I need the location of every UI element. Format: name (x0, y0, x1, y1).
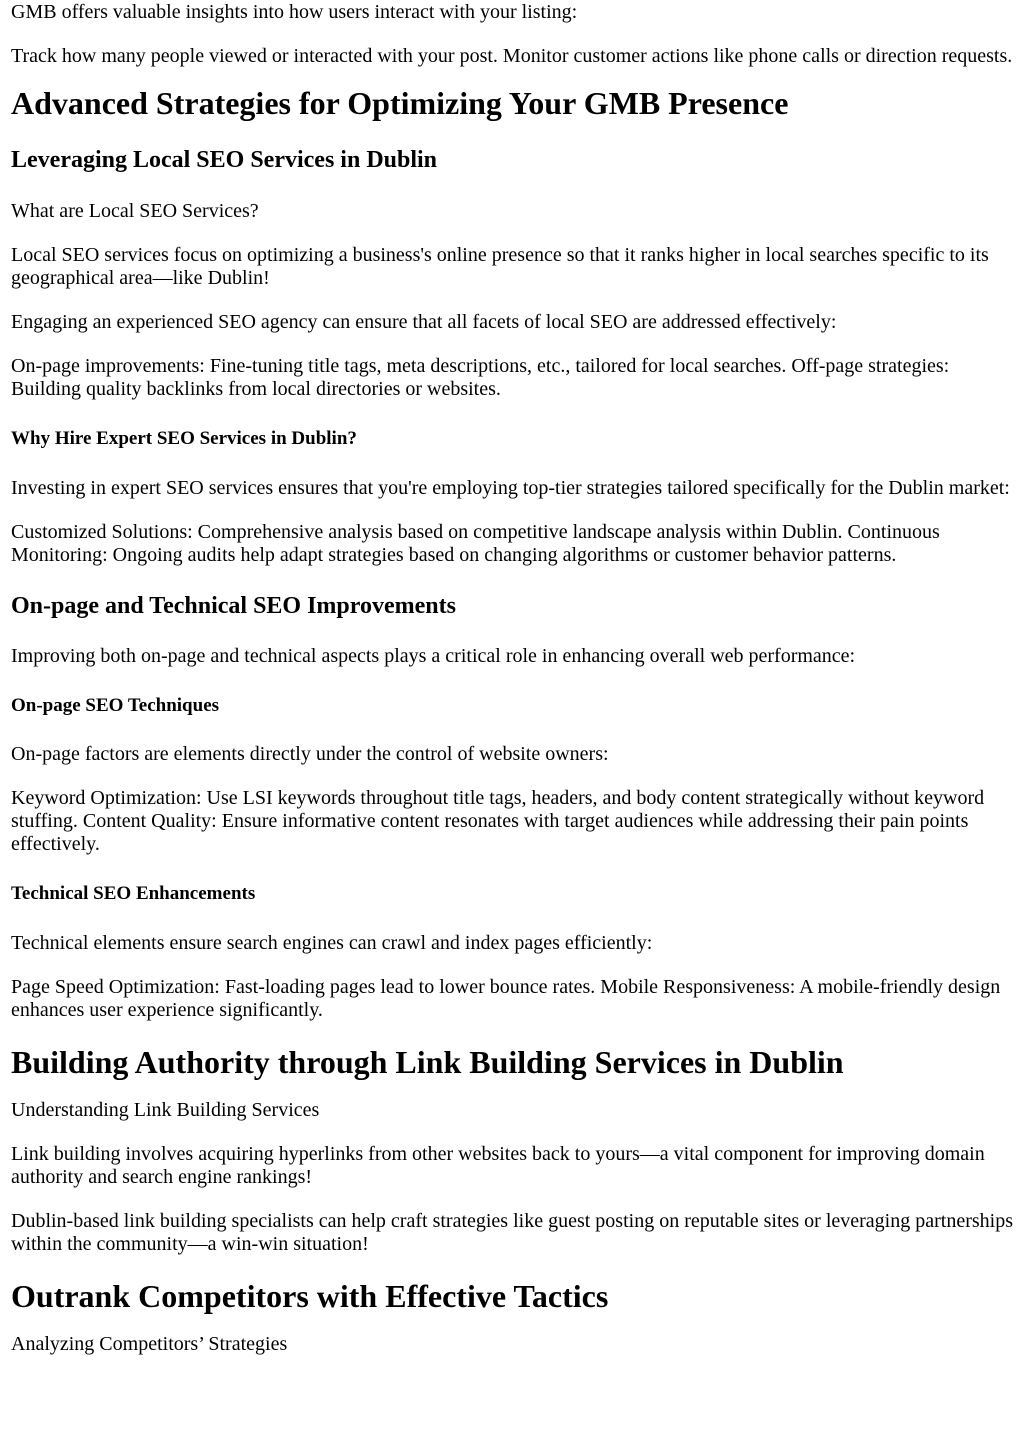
heading-onpage-techniques: On-page SEO Techniques (11, 695, 220, 716)
heading-technical-enhancements: Technical SEO Enhancements (11, 883, 256, 904)
paragraph-investing: Investing in expert SEO services ensures that you're employing top-tier strategies tailored specifically for the Dublin market: (11, 477, 1010, 499)
paragraph-keyword: Keyword Optimization: Use LSI keywords throughout title tags, headers, and body content strategically without keyword stuffing. Content Quality: Ensure informative content resonates with target audiences while addressing their pain points effectively. (11, 787, 985, 855)
paragraph-onpage-offpage: On-page improvements: Fine-tuning title tags, meta descriptions, etc., tailored for local searches. Off-page strategies: Building quality backlinks from local directories or websites. (11, 355, 950, 400)
paragraph-link-building: Link building involves acquiring hyperlinks from other websites back to yours—a vital component for improving domain authority and search engine rankings! (11, 1143, 985, 1188)
paragraph-technical-elements: Technical elements ensure search engines can crawl and index pages efficiently: (11, 932, 653, 954)
heading-onpage-technical: On-page and Technical SEO Improvements (11, 593, 456, 619)
paragraph-what-are: What are Local SEO Services? (11, 200, 259, 222)
paragraph-engaging: Engaging an experienced SEO agency can ensure that all facets of local SEO are addressed effectively: (11, 311, 837, 333)
heading-why-hire: Why Hire Expert SEO Services in Dublin? (11, 428, 357, 449)
heading-leveraging-local-seo: Leveraging Local SEO Services in Dublin (11, 147, 438, 173)
paragraph-page-speed: Page Speed Optimization: Fast-loading pages lead to lower bounce rates. Mobile Responsiveness: A mobile-friendly design enhances user experience significantly. (11, 976, 1001, 1021)
paragraph-track: Track how many people viewed or interacted with your post. Monitor customer actions like phone calls or direction requests. (11, 45, 1013, 67)
paragraph-improving: Improving both on-page and technical aspects plays a critical role in enhancing overall web performance: (11, 645, 856, 667)
paragraph-onpage-factors: On-page factors are elements directly under the control of website owners: (11, 743, 609, 765)
heading-outrank-competitors: Outrank Competitors with Effective Tactics (11, 1278, 609, 1314)
heading-building-authority: Building Authority through Link Building Services in Dublin (11, 1044, 844, 1080)
paragraph-dublin-based: Dublin-based link building specialists can help craft strategies like guest posting on reputable sites or leveraging partnerships within the community—a win-win situation! (11, 1210, 1013, 1255)
heading-advanced-strategies: Advanced Strategies for Optimizing Your GMB Presence (11, 85, 789, 121)
paragraph-customized: Customized Solutions: Comprehensive analysis based on competitive landscape analysis within Dublin. Continuous Monitoring: Ongoing audits help adapt strategies based on changing algorithms or customer behavior patterns. (11, 521, 940, 566)
paragraph-gmb-insights: GMB offers valuable insights into how users interact with your listing: (11, 1, 578, 23)
paragraph-analyzing: Analyzing Competitors’ Strategies (11, 1333, 288, 1355)
paragraph-local-seo-focus: Local SEO services focus on optimizing a business's online presence so that it ranks higher in local searches specific to its geographical area—like Dublin! (11, 244, 989, 289)
article-body (0, 1, 1024, 1356)
paragraph-understanding: Understanding Link Building Services (11, 1099, 320, 1121)
